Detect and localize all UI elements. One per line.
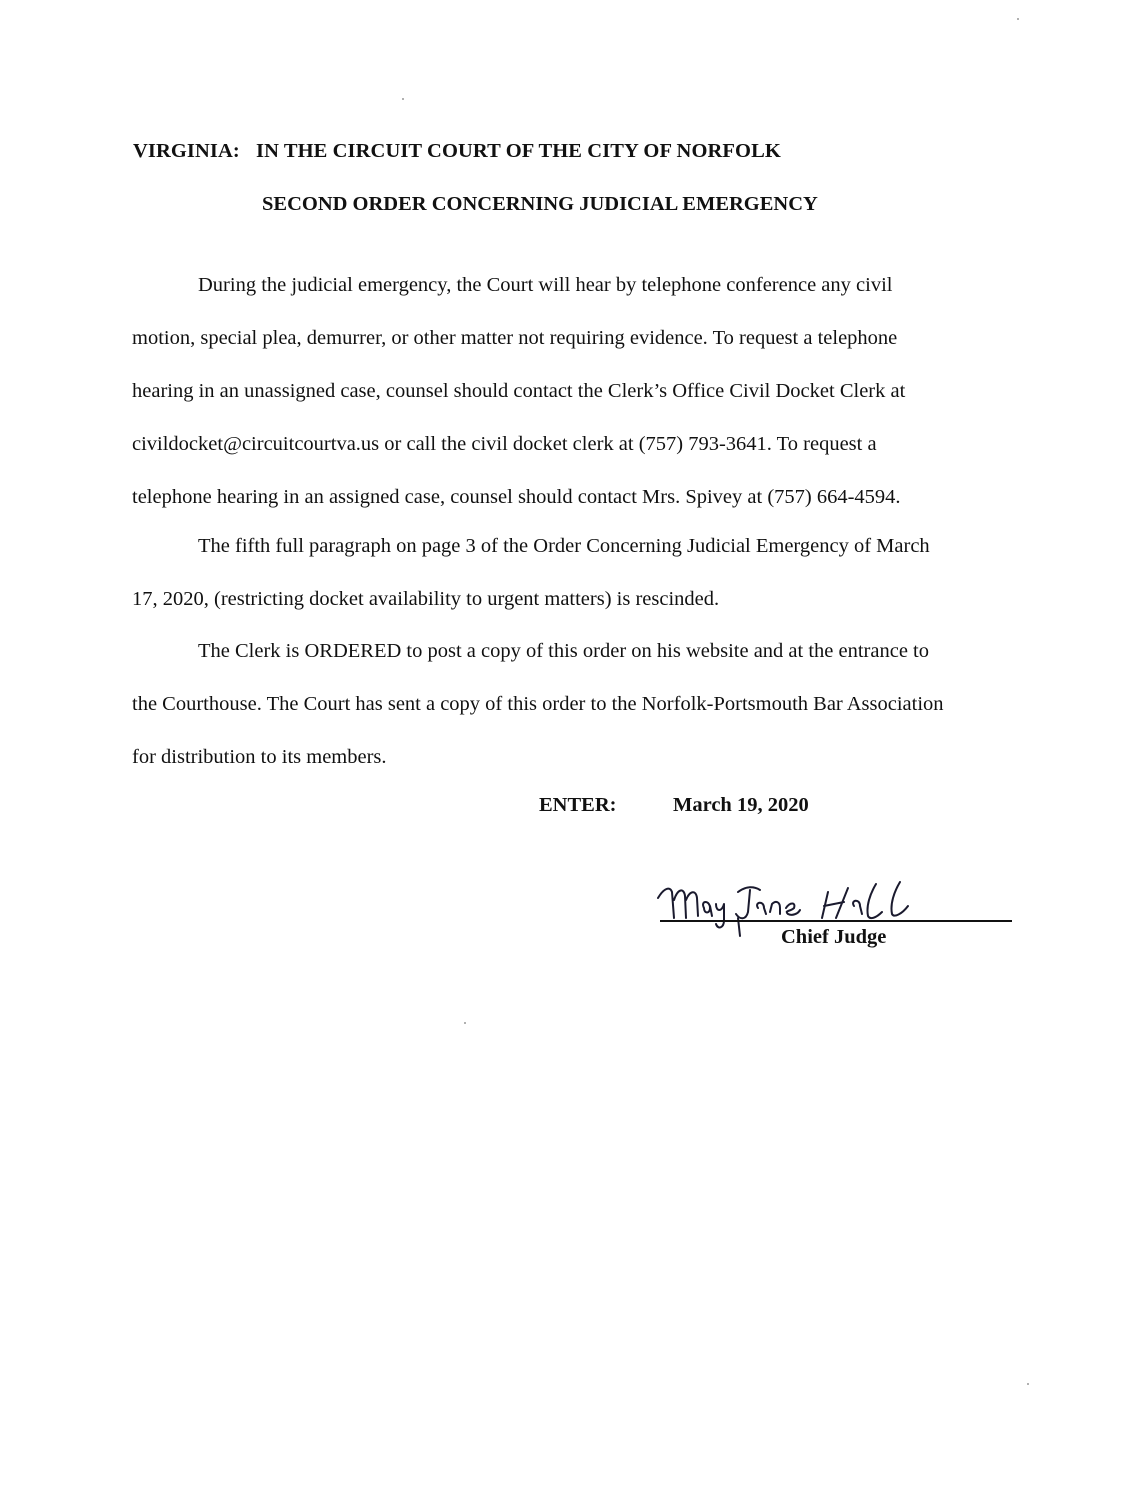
enter-label: ENTER: — [539, 794, 617, 816]
scan-speck — [1017, 18, 1019, 20]
paragraph-line: telephone hearing in an assigned case, counsel should contact Mrs. Spivey at (757) 664-4594. — [132, 486, 901, 508]
paragraph-line: motion, special plea, demurrer, or other matter not requiring evidence. To request a telephone — [132, 327, 898, 349]
jurisdiction: VIRGINIA: — [133, 140, 240, 162]
paragraph-rescission — [132, 520, 1014, 626]
paragraph-posting — [132, 625, 1014, 784]
signature-line — [660, 920, 1012, 922]
scan-speck — [402, 98, 404, 100]
paragraph-line: the Courthouse. The Court has sent a copy of this order to the Norfolk-Portsmouth Bar Association — [132, 693, 944, 715]
paragraph-line: civildocket@circuitcourtva.us or call the civil docket clerk at (757) 793-3641. To request a — [132, 433, 877, 455]
paragraph-line: hearing in an unassigned case, counsel should contact the Clerk’s Office Civil Docket Clerk at — [132, 380, 906, 402]
court-name: IN THE CIRCUIT COURT OF THE CITY OF NORFOLK — [256, 140, 781, 162]
signature-title: Chief Judge — [781, 926, 887, 948]
paragraph-line: The Clerk is ORDERED to post a copy of this order on his website and at the entrance to — [198, 640, 930, 662]
paragraph-line: 17, 2020, (restricting docket availability to urgent matters) is rescinded. — [132, 588, 720, 610]
enter-date: March 19, 2020 — [673, 794, 809, 816]
paragraph-line: During the judicial emergency, the Court will hear by telephone conference any civil — [198, 274, 893, 296]
paragraph-telephone-hearings — [132, 259, 1014, 524]
paragraph-line: The fifth full paragraph on page 3 of the Order Concerning Judicial Emergency of March — [198, 535, 930, 557]
scan-speck — [464, 1022, 466, 1024]
paragraph-line: for distribution to its members. — [132, 746, 387, 768]
scan-speck — [1027, 1383, 1029, 1385]
order-title: SECOND ORDER CONCERNING JUDICIAL EMERGENCY — [262, 193, 818, 215]
court-header — [133, 140, 781, 163]
